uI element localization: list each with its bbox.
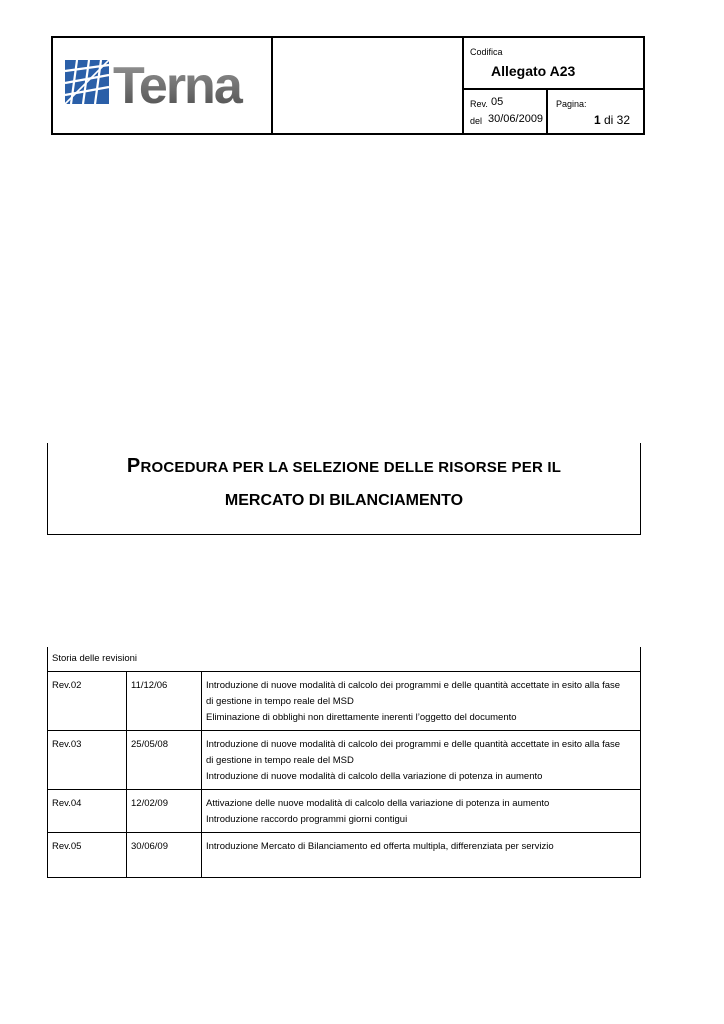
- revision-heading: Storia delle revisioni: [48, 647, 641, 672]
- table-row: [48, 790, 641, 833]
- del-value: 30/06/2009: [488, 113, 544, 125]
- description-cell: [202, 790, 641, 833]
- page-cell: [548, 90, 643, 133]
- rev-cell: Rev.02: [48, 672, 127, 731]
- rev-cell: Rev.04: [48, 790, 127, 833]
- table-row: [48, 833, 641, 878]
- date-cell: 25/05/08: [127, 731, 202, 790]
- description-line: Eliminazione di obblighi non direttamente inerenti l’oggetto del documento: [206, 712, 517, 723]
- description-cell: [202, 731, 641, 790]
- blank-cell: [273, 38, 464, 133]
- table-row: [48, 672, 641, 731]
- pagina-label: Pagina:: [556, 99, 587, 109]
- document-title-line2: MERCATO DI BILANCIAMENTO: [224, 492, 464, 509]
- page-number: [548, 113, 630, 127]
- description-line: Introduzione Mercato di Bilanciamento ed offerta multipla, differenziata per servizio: [206, 841, 554, 852]
- description-line: Attivazione delle nuove modalità di calcolo della variazione di potenza in aumento: [206, 798, 550, 809]
- document-header: [51, 36, 645, 135]
- description-line: Introduzione di nuove modalità di calcolo dei programmi e delle quantità accettate in esito alla fase: [206, 739, 621, 750]
- terna-logo: [63, 57, 263, 109]
- description-line: di gestione in tempo reale del MSD: [206, 696, 354, 707]
- description-cell: [202, 833, 641, 878]
- description-line: Introduzione di nuove modalità di calcolo della variazione di potenza in aumento: [206, 771, 543, 782]
- rev-value: 05: [491, 96, 504, 108]
- title-initial: P: [126, 455, 141, 477]
- table-row: [48, 731, 641, 790]
- rev-cell: Rev.05: [48, 833, 127, 878]
- date-cell: 12/02/09: [127, 790, 202, 833]
- description-line: di gestione in tempo reale del MSD: [206, 755, 354, 766]
- revision-cell: [464, 90, 548, 133]
- description-line: Introduzione di nuove modalità di calcolo dei programmi e delle quantità accettate in esito alla fase: [206, 680, 621, 691]
- date-cell: 11/12/06: [127, 672, 202, 731]
- title-rest: ROCEDURA PER LA SELEZIONE DELLE RISORSE PER IL: [140, 459, 562, 476]
- del-label: del: [470, 116, 483, 126]
- date-cell: 30/06/09: [127, 833, 202, 878]
- codifica-cell: [464, 38, 643, 90]
- table-header-row: [48, 647, 641, 672]
- rev-label: Rev.: [470, 99, 488, 109]
- revision-history-table: [47, 647, 641, 878]
- title-box: [47, 443, 641, 535]
- document-title-line1: [48, 455, 640, 478]
- logo-cell: [53, 38, 273, 133]
- logo-text: Terna: [113, 57, 241, 109]
- codifica-value: Allegato A23: [491, 63, 576, 79]
- description-line: Introduzione raccordo programmi giorni contigui: [206, 814, 408, 825]
- description-cell: [202, 672, 641, 731]
- rev-cell: Rev.03: [48, 731, 127, 790]
- page-current: 1: [593, 113, 601, 127]
- logo-mark-icon: [65, 60, 109, 104]
- page-total: di 32: [603, 113, 630, 127]
- codifica-label: Codifica: [470, 47, 503, 57]
